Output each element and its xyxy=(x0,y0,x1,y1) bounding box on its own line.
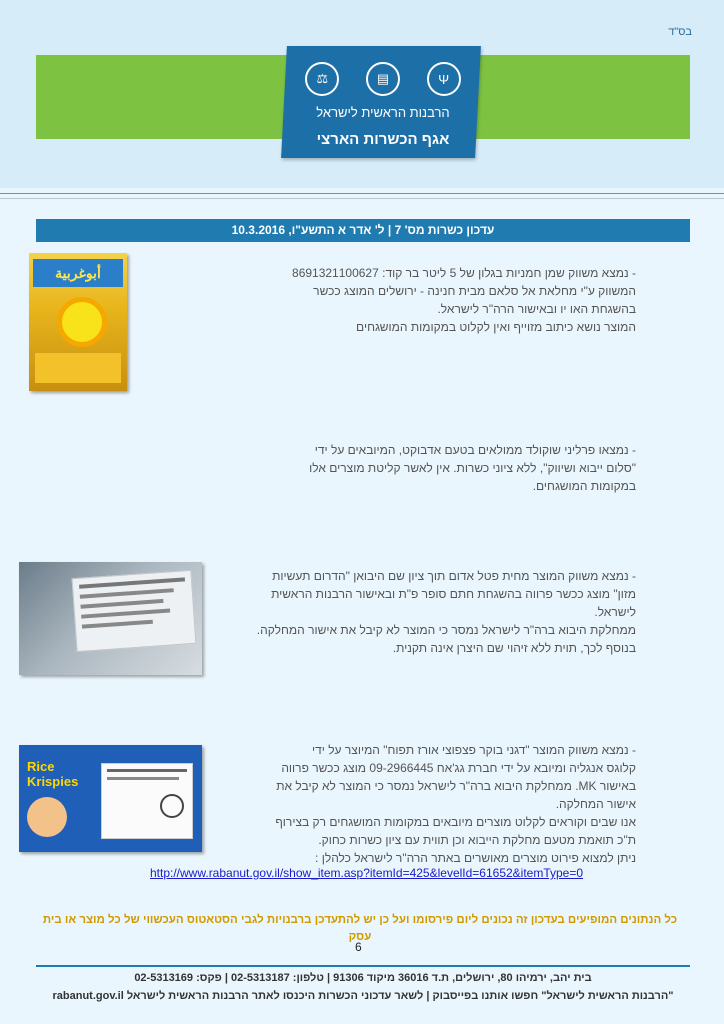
update-title: עדכון כשרות מס' 7 | ל' אדר א התשע"ו, 10.3.2016 xyxy=(36,219,690,242)
item-2-line: - נמצאו פרליני שוקולד ממולאים בטעם אדבוקט, המיובאים על ידי xyxy=(314,443,636,457)
menorah-emblem-icon: Ψ xyxy=(427,62,461,96)
oil-brand-label: أبوغربية xyxy=(33,259,123,287)
footer-address: בית יהב, ירמיהו 80, ירושלים, ת.ד 36016 מיקוד 91306 | טלפון: 02-5313187 | פקס: 02-5313169 xyxy=(134,972,592,984)
cereal-sticker xyxy=(101,763,193,839)
sunflower-icon xyxy=(57,297,107,347)
item-4-line: ניתן למצוא פירוט מוצרים מאושרים באתר הרה"ר לישראל כלהלן : xyxy=(315,851,636,865)
header-divider-thin xyxy=(0,198,724,199)
cereal-box-photo xyxy=(19,745,202,852)
item-1-text xyxy=(216,264,636,336)
item-1-line: - נמצא משווק שמן חמניות בגלון של 5 ליטר בר קוד: 8691321100627 xyxy=(292,266,636,280)
item-2-line: "סלום ייבוא ושיווק", ללא ציוני כשרות. אין לאשר קליטת מוצרים אלו xyxy=(309,461,636,475)
item-3-line: לישראל. xyxy=(594,605,636,619)
oil-bottle-photo xyxy=(29,253,127,391)
book-emblem-icon: ▤ xyxy=(366,62,400,96)
item-3-line: ממחלקת היבוא ברה"ר לישראל נמסר כי המוצר לא קיבל את אישור המחלקה. xyxy=(256,623,636,637)
footer-social: "הרבנות הראשית לישראל" חפשו אותנו בפייסבוק | לשאר עדכוני הכשרות היכנסו לאתר הרבנות הראשית לישראל rabanut.gov.il xyxy=(52,990,674,1002)
item-3-line: מזון" מוצג ככשר פרווה בהשגחת חתם סופר פ"ת ובאישור הרבנות הראשית xyxy=(271,587,636,601)
item-4-line: קלוגס אנגליה ומיובא על ידי חברת גג'אח 09-2966445 מוצג ככשר פרווה xyxy=(281,761,636,775)
item-3-line: בנוסף לכך, תוית ללא זיהוי שם היצרן אינה תקנית. xyxy=(392,641,636,655)
item-4-line: אנו שבים וקוראים לקלוט מוצרים מיובאים במקומות המושגחים רק בצירוף xyxy=(275,815,636,829)
oil-liquid xyxy=(35,353,121,383)
item-3-line: - נמצא משווק המוצר מחית פטל אדום תוך ציון שם היבואן "הדרום תעשיות xyxy=(272,569,636,583)
header-divider xyxy=(0,193,724,194)
bsd-mark: בס"ד xyxy=(668,26,692,38)
item-2-line: במקומות המושגחים. xyxy=(532,479,636,493)
cereal-brand-label: Rice Krispies xyxy=(27,759,79,789)
item-4-text xyxy=(216,741,636,867)
item-1-line: בהשגחת האו יו ובאישור הרה"ר לישראל. xyxy=(437,302,636,316)
footer-divider xyxy=(36,965,690,967)
item-1-line: המוצר נושא כיתוב מזוייף ואין לקלוט במקומות המושגחים xyxy=(356,320,636,334)
raspberry-label-photo xyxy=(19,562,202,675)
page-number: 6 xyxy=(355,940,362,954)
logo xyxy=(292,48,474,158)
item-3-text xyxy=(176,567,636,657)
item-4-line: אישור המחלקה. xyxy=(555,797,636,811)
item-4-line: באישור MK. ממחלקת היבוא ברה"ר לישראל נמסר כי המוצר לא קיבל את xyxy=(276,779,636,793)
disclaimer: כל הנתונים המופיעים בעדכון זה נכונים ליום פירסומו ועל כן יש להתעדכן ברבנויות לגבי הסטאטוס העכשווי של כל מוצר או בית עסק xyxy=(42,914,678,943)
kosher-mark-icon xyxy=(160,794,184,818)
rabbanut-emblem-icon: ⚖ xyxy=(305,62,339,96)
approved-products-link[interactable]: http://www.rabanut.gov.il/show_item.asp?itemId=425&levelId=61652&itemType=0 xyxy=(150,866,584,880)
cartoon-face-icon xyxy=(27,797,67,837)
item-2-text xyxy=(216,441,636,495)
org-name: הרבנות הראשית לישראל xyxy=(316,105,450,120)
item-4-line: - נמצא משווק המוצר "דגני בוקר פצפוצי אורז תפוח" המיוצר על ידי xyxy=(311,743,636,757)
item-1-line: המשווק ע"י מחלאת אל סלאם מבית חנינה - ירושלים המוצג ככשר xyxy=(313,284,636,298)
item-4-line: ת"כ תואמת מטעם מחלקת הייבוא וכן תווית עם ציון כשרות כחוק. xyxy=(318,833,636,847)
emblems xyxy=(292,62,474,96)
dept-name: אגף הכשרות הארצי xyxy=(316,131,450,148)
